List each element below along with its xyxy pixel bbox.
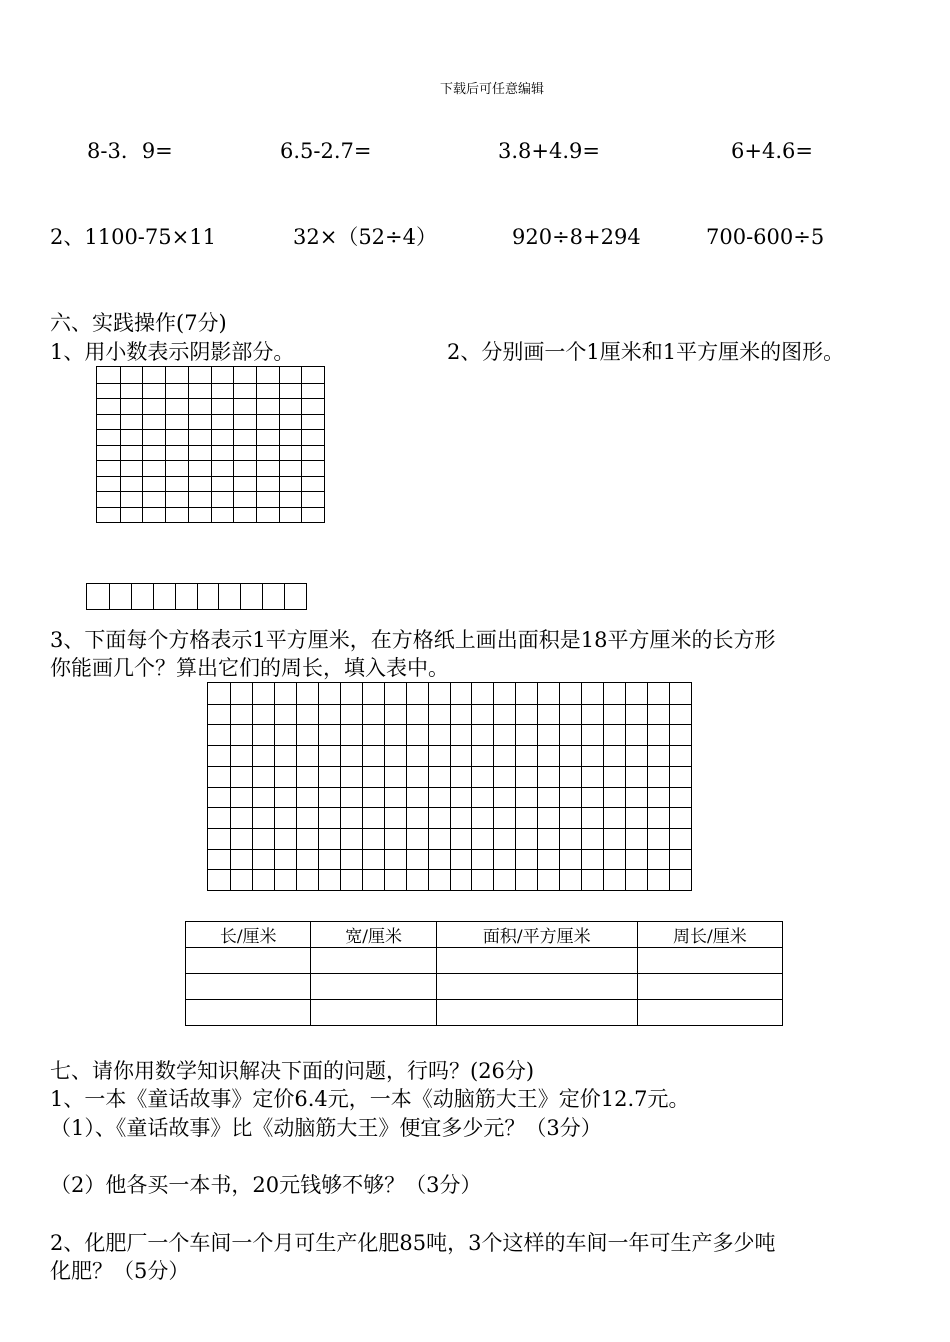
grid-line — [97, 491, 324, 492]
expr-2-4: 700-600÷5 — [706, 225, 825, 249]
table-cell[interactable] — [637, 1000, 782, 1026]
table-header-perimeter: 周长/厘米 — [637, 922, 782, 948]
graph-paper[interactable] — [207, 682, 692, 891]
section7-q2-line1: 2、化肥厂一个车间一个月可生产化肥85吨，3个这样的车间一年可生产多少吨 — [50, 1231, 776, 1255]
table-header-length: 长/厘米 — [186, 922, 311, 948]
grid-line — [208, 745, 691, 746]
expr-1-2: 6.5-2.7= — [280, 139, 372, 163]
grid-line — [208, 807, 691, 808]
grid-line — [153, 584, 154, 609]
table-cell[interactable] — [186, 948, 311, 974]
expr-1-1: 8-3．9= — [87, 139, 173, 163]
decimal-strip-10 — [86, 583, 307, 610]
table-cell[interactable] — [637, 974, 782, 1000]
table-header-row — [186, 922, 783, 948]
grid-line — [284, 584, 285, 609]
grid-line — [97, 429, 324, 430]
section7-q1a: （1）、《童话故事》比《动脑筋大王》便宜多少元？（3分） — [50, 1116, 602, 1140]
grid-line — [175, 584, 176, 609]
section7-q1: 1、一本《童话故事》定价6.4元，一本《动脑筋大王》定价12.7元。 — [50, 1087, 690, 1111]
expr-2-1: 2、1100-75×11 — [50, 225, 216, 249]
decimal-grid-100 — [96, 366, 325, 523]
grid-line — [240, 584, 241, 609]
table-header-width: 宽/厘米 — [311, 922, 436, 948]
expr-2-3: 920÷8+294 — [512, 225, 641, 249]
grid-line — [208, 724, 691, 725]
grid-line — [109, 584, 110, 609]
grid-line — [97, 507, 324, 508]
grid-line — [208, 766, 691, 767]
grid-line — [208, 849, 691, 850]
table-cell[interactable] — [311, 1000, 436, 1026]
table-cell[interactable] — [436, 948, 637, 974]
grid-line — [208, 704, 691, 705]
expr-2-2: 32×（52÷4） — [293, 225, 437, 249]
grid-line — [97, 383, 324, 384]
grid-line — [262, 584, 263, 609]
grid-line — [208, 828, 691, 829]
table-row — [186, 1000, 783, 1026]
grid-line — [218, 584, 219, 609]
section7-q2-line2: 化肥？（5分） — [50, 1259, 190, 1283]
grid-line — [97, 476, 324, 477]
table-cell[interactable] — [186, 1000, 311, 1026]
table-cell[interactable] — [311, 974, 436, 1000]
grid-line — [208, 787, 691, 788]
table-cell[interactable] — [311, 948, 436, 974]
header-note: 下载后可任意编辑 — [440, 82, 545, 97]
section6-q3-line1: 3、下面每个方格表示1平方厘米，在方格纸上画出面积是18平方厘米的长方形 — [50, 628, 776, 652]
table-cell[interactable] — [637, 948, 782, 974]
table-row — [186, 948, 783, 974]
section7-q1b: （2）他各买一本书，20元钱够不够？（3分） — [50, 1173, 482, 1197]
grid-line — [208, 869, 691, 870]
table-header-area: 面积/平方厘米 — [436, 922, 637, 948]
section6-q2: 2、分别画一个1厘米和1平方厘米的图形。 — [447, 340, 845, 364]
perimeter-table — [185, 921, 783, 1026]
grid-line — [97, 445, 324, 446]
section6-q1: 1、用小数表示阴影部分。 — [50, 340, 295, 364]
expr-1-3: 3.8+4.9= — [498, 139, 600, 163]
expr-1-4: 6+4.6= — [731, 139, 813, 163]
grid-line — [97, 460, 324, 461]
table-row — [186, 974, 783, 1000]
section7-title: 七、请你用数学知识解决下面的问题，行吗？(26分) — [50, 1059, 535, 1083]
table-cell[interactable] — [436, 974, 637, 1000]
section6-q3-line2: 你能画几个？算出它们的周长，填入表中。 — [50, 656, 449, 680]
grid-line — [97, 398, 324, 399]
grid-line — [197, 584, 198, 609]
section6-title: 六、实践操作(7分) — [50, 311, 227, 335]
table-cell[interactable] — [436, 1000, 637, 1026]
table-cell[interactable] — [186, 974, 311, 1000]
grid-line — [97, 414, 324, 415]
grid-line — [131, 584, 132, 609]
